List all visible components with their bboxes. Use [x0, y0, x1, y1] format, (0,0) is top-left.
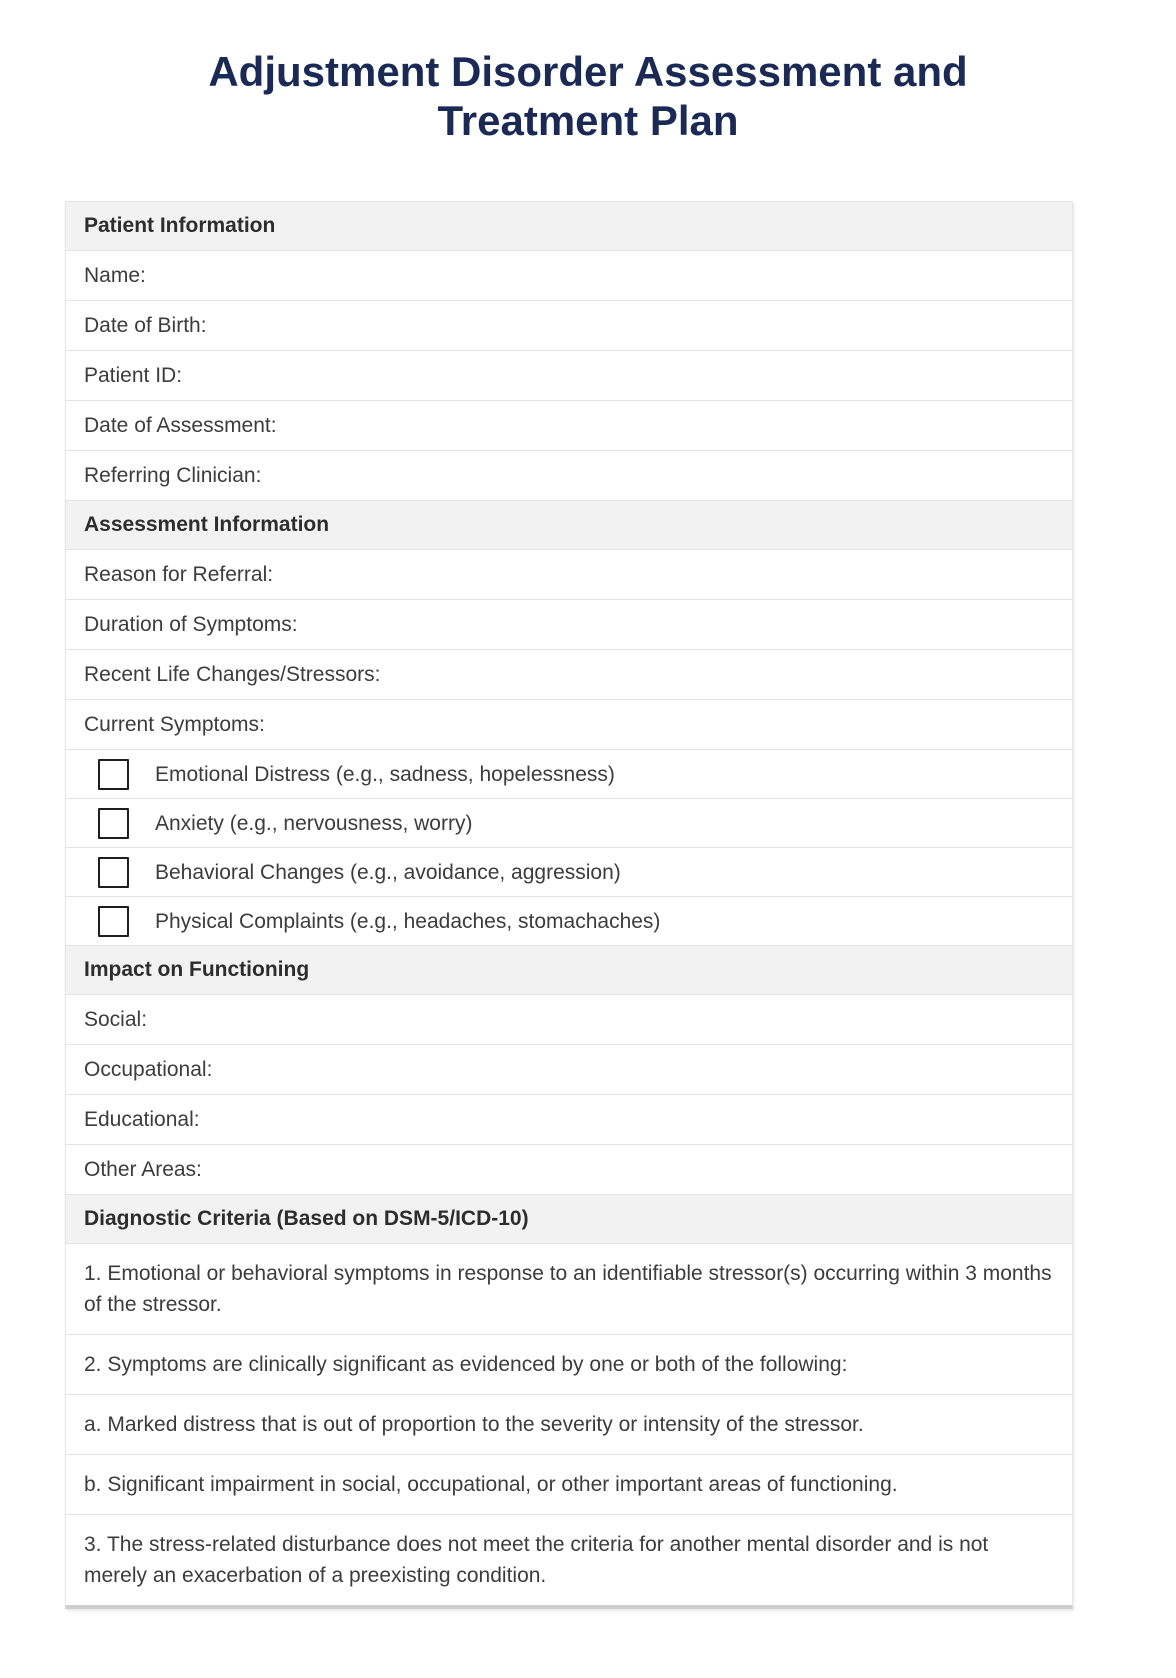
field-row-educational: Educational: — [66, 1095, 1072, 1145]
criteria-row-3: 3. The stress-related disturbance does not meet the criteria for another mental disorder and is not merely an exacerbation of a preexisting condition. — [66, 1515, 1072, 1605]
criteria-row-2b: b. Significant impairment in social, occupational, or other important areas of functioning. — [66, 1455, 1072, 1515]
field-row-reason-for-referral: Reason for Referral: — [66, 550, 1072, 600]
field-row-current-symptoms: Current Symptoms: — [66, 700, 1072, 750]
field-row-duration-of-symptoms: Duration of Symptoms: — [66, 600, 1072, 650]
anxiety-label: Anxiety (e.g., nervousness, worry) — [155, 811, 473, 835]
field-row-name: Name: — [66, 251, 1072, 301]
field-row-date-of-birth: Date of Birth: — [66, 301, 1072, 351]
field-row-date-of-assessment: Date of Assessment: — [66, 401, 1072, 451]
section-header-assessment-information: Assessment Information — [66, 501, 1072, 550]
document-title: Adjustment Disorder Assessment and Treatment Plan — [208, 48, 968, 144]
physical-complaints-checkbox[interactable] — [98, 906, 129, 937]
document-page — [0, 48, 1176, 1678]
field-row-social: Social: — [66, 995, 1072, 1045]
criteria-row-2: 2. Symptoms are clinically significant as evidenced by one or both of the following: — [66, 1335, 1072, 1395]
checkbox-row-anxiety — [66, 799, 1072, 848]
section-header-patient-information: Patient Information — [66, 202, 1072, 251]
checkbox-row-physical-complaints — [66, 897, 1072, 946]
section-header-diagnostic-criteria: Diagnostic Criteria (Based on DSM-5/ICD-10) — [66, 1195, 1072, 1244]
criteria-row-1: 1. Emotional or behavioral symptoms in response to an identifiable stressor(s) occurring within 3 months of the stressor. — [66, 1244, 1072, 1335]
checkbox-row-emotional-distress — [66, 750, 1072, 799]
assessment-form-table — [65, 201, 1073, 1609]
physical-complaints-label: Physical Complaints (e.g., headaches, stomachaches) — [155, 909, 661, 933]
anxiety-checkbox[interactable] — [98, 808, 129, 839]
emotional-distress-checkbox[interactable] — [98, 759, 129, 790]
criteria-row-2a: a. Marked distress that is out of proportion to the severity or intensity of the stressor. — [66, 1395, 1072, 1455]
behavioral-changes-checkbox[interactable] — [98, 857, 129, 888]
emotional-distress-label: Emotional Distress (e.g., sadness, hopelessness) — [155, 762, 615, 786]
field-row-patient-id: Patient ID: — [66, 351, 1072, 401]
field-row-recent-life-changes: Recent Life Changes/Stressors: — [66, 650, 1072, 700]
field-row-other-areas: Other Areas: — [66, 1145, 1072, 1195]
field-row-occupational: Occupational: — [66, 1045, 1072, 1095]
behavioral-changes-label: Behavioral Changes (e.g., avoidance, aggression) — [155, 860, 621, 884]
section-header-impact-on-functioning: Impact on Functioning — [66, 946, 1072, 995]
field-row-referring-clinician: Referring Clinician: — [66, 451, 1072, 501]
checkbox-row-behavioral-changes — [66, 848, 1072, 897]
